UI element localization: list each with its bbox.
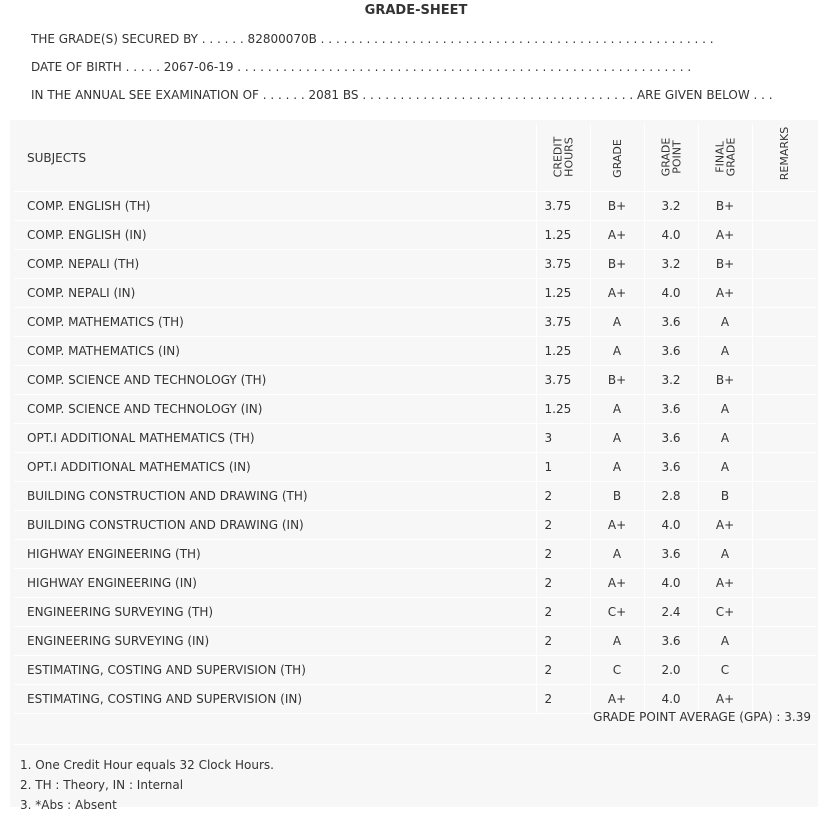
grade-point-cell: 3.6 [644, 337, 698, 366]
grade-cell: A+ [590, 279, 644, 308]
table-row [14, 192, 816, 221]
grade-cell: B+ [590, 250, 644, 279]
subject-cell: COMP. NEPALI (TH) [14, 250, 536, 279]
remarks-header [752, 124, 816, 192]
credit-hours-cell: 1.25 [536, 279, 590, 308]
table-row [14, 598, 816, 627]
final-grade-cell: A+ [698, 279, 752, 308]
grade-cell: A [590, 395, 644, 424]
credit-hours-cell: 2 [536, 482, 590, 511]
date-of-birth-line: DATE OF BIRTH . . . . . 2067-06-19 . . . . . . . . . . . . . . . . . . . . . . . . . . . . . . . . . . . . . . . . . . . . . . . . . . . . . . . . . . . . [31, 60, 692, 74]
credit-hours-header-line2: HOURS [562, 137, 575, 177]
grade-cell: A+ [590, 511, 644, 540]
remarks-cell [752, 598, 816, 627]
subject-cell: BUILDING CONSTRUCTION AND DRAWING (TH) [14, 482, 536, 511]
final-grade-cell: A+ [698, 221, 752, 250]
table-row [14, 308, 816, 337]
credit-hours-cell: 2 [536, 511, 590, 540]
subject-cell: COMP. SCIENCE AND TECHNOLOGY (IN) [14, 395, 536, 424]
final-grade-cell: C [698, 656, 752, 685]
table-row [14, 656, 816, 685]
grade-cell: A [590, 540, 644, 569]
grade-point-cell: 3.6 [644, 540, 698, 569]
credit-hours-header-line1: CREDIT [551, 136, 564, 178]
grade-point-cell: 3.6 [644, 424, 698, 453]
subject-cell: ENGINEERING SURVEYING (TH) [14, 598, 536, 627]
notes [20, 755, 274, 815]
final-grade-cell: A [698, 337, 752, 366]
grade-cell: A [590, 308, 644, 337]
grade-cell: B+ [590, 366, 644, 395]
subject-cell: COMP. SCIENCE AND TECHNOLOGY (TH) [14, 366, 536, 395]
final-grade-cell: A [698, 453, 752, 482]
final-grade-cell: A+ [698, 511, 752, 540]
table-row [14, 279, 816, 308]
subject-cell: COMP. MATHEMATICS (TH) [14, 308, 536, 337]
final-grade-cell: A [698, 395, 752, 424]
grade-point-cell: 2.8 [644, 482, 698, 511]
secured-by-line: THE GRADE(S) SECURED BY . . . . . . 82800070B . . . . . . . . . . . . . . . . . . . . . . . . . . . . . . . . . . . . . . . . . . . . . . . . . . . . [31, 32, 714, 46]
grade-point-header-line1: GRADE [658, 137, 672, 177]
final-grade-cell: A [698, 540, 752, 569]
credit-hours-cell: 2 [536, 656, 590, 685]
remarks-cell [752, 250, 816, 279]
remarks-cell [752, 395, 816, 424]
table-row [14, 424, 816, 453]
grade-point-header-line2: POINT [669, 140, 683, 174]
remarks-cell [752, 366, 816, 395]
grade-point-cell: 4.0 [644, 511, 698, 540]
grade-cell: A [590, 453, 644, 482]
credit-hours-cell: 1.25 [536, 221, 590, 250]
final-grade-cell: C+ [698, 598, 752, 627]
grade-cell: C [590, 656, 644, 685]
remarks-cell [752, 337, 816, 366]
credit-hours-cell: 3.75 [536, 366, 590, 395]
remarks-cell [752, 424, 816, 453]
credit-hours-cell: 3.75 [536, 308, 590, 337]
final-grade-cell: A [698, 308, 752, 337]
grade-point-cell: 3.6 [644, 453, 698, 482]
grade-point-cell: 3.6 [644, 627, 698, 656]
note-item: 2. TH : Theory, IN : Internal [20, 778, 184, 792]
credit-hours-cell: 2 [536, 627, 590, 656]
credit-hours-cell: 2 [536, 569, 590, 598]
grade-header-label: GRADE [610, 138, 624, 178]
remarks-cell [752, 192, 816, 221]
grade-cell: A+ [590, 685, 644, 714]
table-row [14, 453, 816, 482]
final-grade-header [698, 124, 752, 192]
grade-cell: A+ [590, 221, 644, 250]
grade-cell: B+ [590, 192, 644, 221]
remarks-cell [752, 221, 816, 250]
grade-table [14, 124, 816, 714]
remarks-cell [752, 511, 816, 540]
grade-table-body [14, 192, 816, 714]
grade-cell: B [590, 482, 644, 511]
remarks-cell [752, 540, 816, 569]
final-grade-cell: B+ [698, 250, 752, 279]
table-row [14, 366, 816, 395]
grade-point-cell: 3.2 [644, 366, 698, 395]
grade-point-cell: 3.2 [644, 250, 698, 279]
subject-cell: ESTIMATING, COSTING AND SUPERVISION (IN) [14, 685, 536, 714]
subject-cell: COMP. ENGLISH (TH) [14, 192, 536, 221]
credit-hours-cell: 2 [536, 540, 590, 569]
table-row [14, 482, 816, 511]
final-grade-cell: A+ [698, 569, 752, 598]
table-row [14, 569, 816, 598]
grade-point-cell: 4.0 [644, 279, 698, 308]
remarks-cell [752, 482, 816, 511]
final-grade-cell: A+ [698, 685, 752, 714]
grade-cell: C+ [590, 598, 644, 627]
credit-hours-cell: 1.25 [536, 337, 590, 366]
remarks-header-label: REMARKS [777, 126, 791, 181]
divider [14, 744, 816, 745]
grade-point-header [644, 124, 698, 192]
table-row [14, 395, 816, 424]
grade-cell: A+ [590, 569, 644, 598]
grade-point-cell: 4.0 [644, 569, 698, 598]
final-grade-cell: A [698, 627, 752, 656]
table-header-row [14, 124, 816, 192]
grade-header [590, 124, 644, 192]
note-item: 1. One Credit Hour equals 32 Clock Hours. [20, 758, 274, 772]
grade-point-cell: 3.6 [644, 308, 698, 337]
credit-hours-cell: 1 [536, 453, 590, 482]
grade-point-cell: 4.0 [644, 221, 698, 250]
remarks-cell [752, 453, 816, 482]
grade-cell: A [590, 424, 644, 453]
subject-cell: OPT.I ADDITIONAL MATHEMATICS (TH) [14, 424, 536, 453]
remarks-cell [752, 569, 816, 598]
grade-point-cell: 2.0 [644, 656, 698, 685]
remarks-cell [752, 656, 816, 685]
grade-point-cell: 4.0 [644, 685, 698, 714]
credit-hours-cell: 1.25 [536, 395, 590, 424]
credit-hours-cell: 3.75 [536, 192, 590, 221]
note-item: 3. *Abs : Absent [20, 798, 117, 812]
subject-cell: COMP. NEPALI (IN) [14, 279, 536, 308]
credit-hours-cell: 3 [536, 424, 590, 453]
table-row [14, 337, 816, 366]
remarks-cell [752, 627, 816, 656]
table-row [14, 627, 816, 656]
subject-cell: ENGINEERING SURVEYING (IN) [14, 627, 536, 656]
subject-cell: COMP. ENGLISH (IN) [14, 221, 536, 250]
credit-hours-header [536, 124, 590, 192]
grade-cell: A [590, 627, 644, 656]
final-grade-cell: B [698, 482, 752, 511]
subject-cell: ESTIMATING, COSTING AND SUPERVISION (TH) [14, 656, 536, 685]
table-row [14, 540, 816, 569]
credit-hours-cell: 2 [536, 685, 590, 714]
final-grade-header-line2: GRADE [723, 137, 737, 177]
remarks-cell [752, 308, 816, 337]
subject-cell: COMP. MATHEMATICS (IN) [14, 337, 536, 366]
final-grade-cell: A [698, 424, 752, 453]
subject-cell: HIGHWAY ENGINEERING (TH) [14, 540, 536, 569]
final-grade-cell: B+ [698, 366, 752, 395]
final-grade-header-line1: FINAL [712, 141, 726, 173]
credit-hours-cell: 2 [536, 598, 590, 627]
subject-cell: OPT.I ADDITIONAL MATHEMATICS (IN) [14, 453, 536, 482]
subject-cell: BUILDING CONSTRUCTION AND DRAWING (IN) [14, 511, 536, 540]
grade-point-cell: 2.4 [644, 598, 698, 627]
subject-cell: HIGHWAY ENGINEERING (IN) [14, 569, 536, 598]
subjects-header: SUBJECTS [14, 124, 536, 192]
table-row [14, 221, 816, 250]
credit-hours-cell: 3.75 [536, 250, 590, 279]
grade-point-cell: 3.2 [644, 192, 698, 221]
grade-point-cell: 3.6 [644, 395, 698, 424]
grade-cell: A [590, 337, 644, 366]
final-grade-cell: B+ [698, 192, 752, 221]
table-row [14, 511, 816, 540]
table-row [14, 250, 816, 279]
examination-line: IN THE ANNUAL SEE EXAMINATION OF . . . . . . 2081 BS . . . . . . . . . . . . . . . . . . . . . . . . . . . . . . . . . . . . ARE GIVEN BELOW . . . [31, 88, 773, 102]
gpa-summary: GRADE POINT AVERAGE (GPA) : 3.39 [593, 710, 811, 724]
page-title: GRADE-SHEET [364, 3, 468, 18]
remarks-cell [752, 279, 816, 308]
